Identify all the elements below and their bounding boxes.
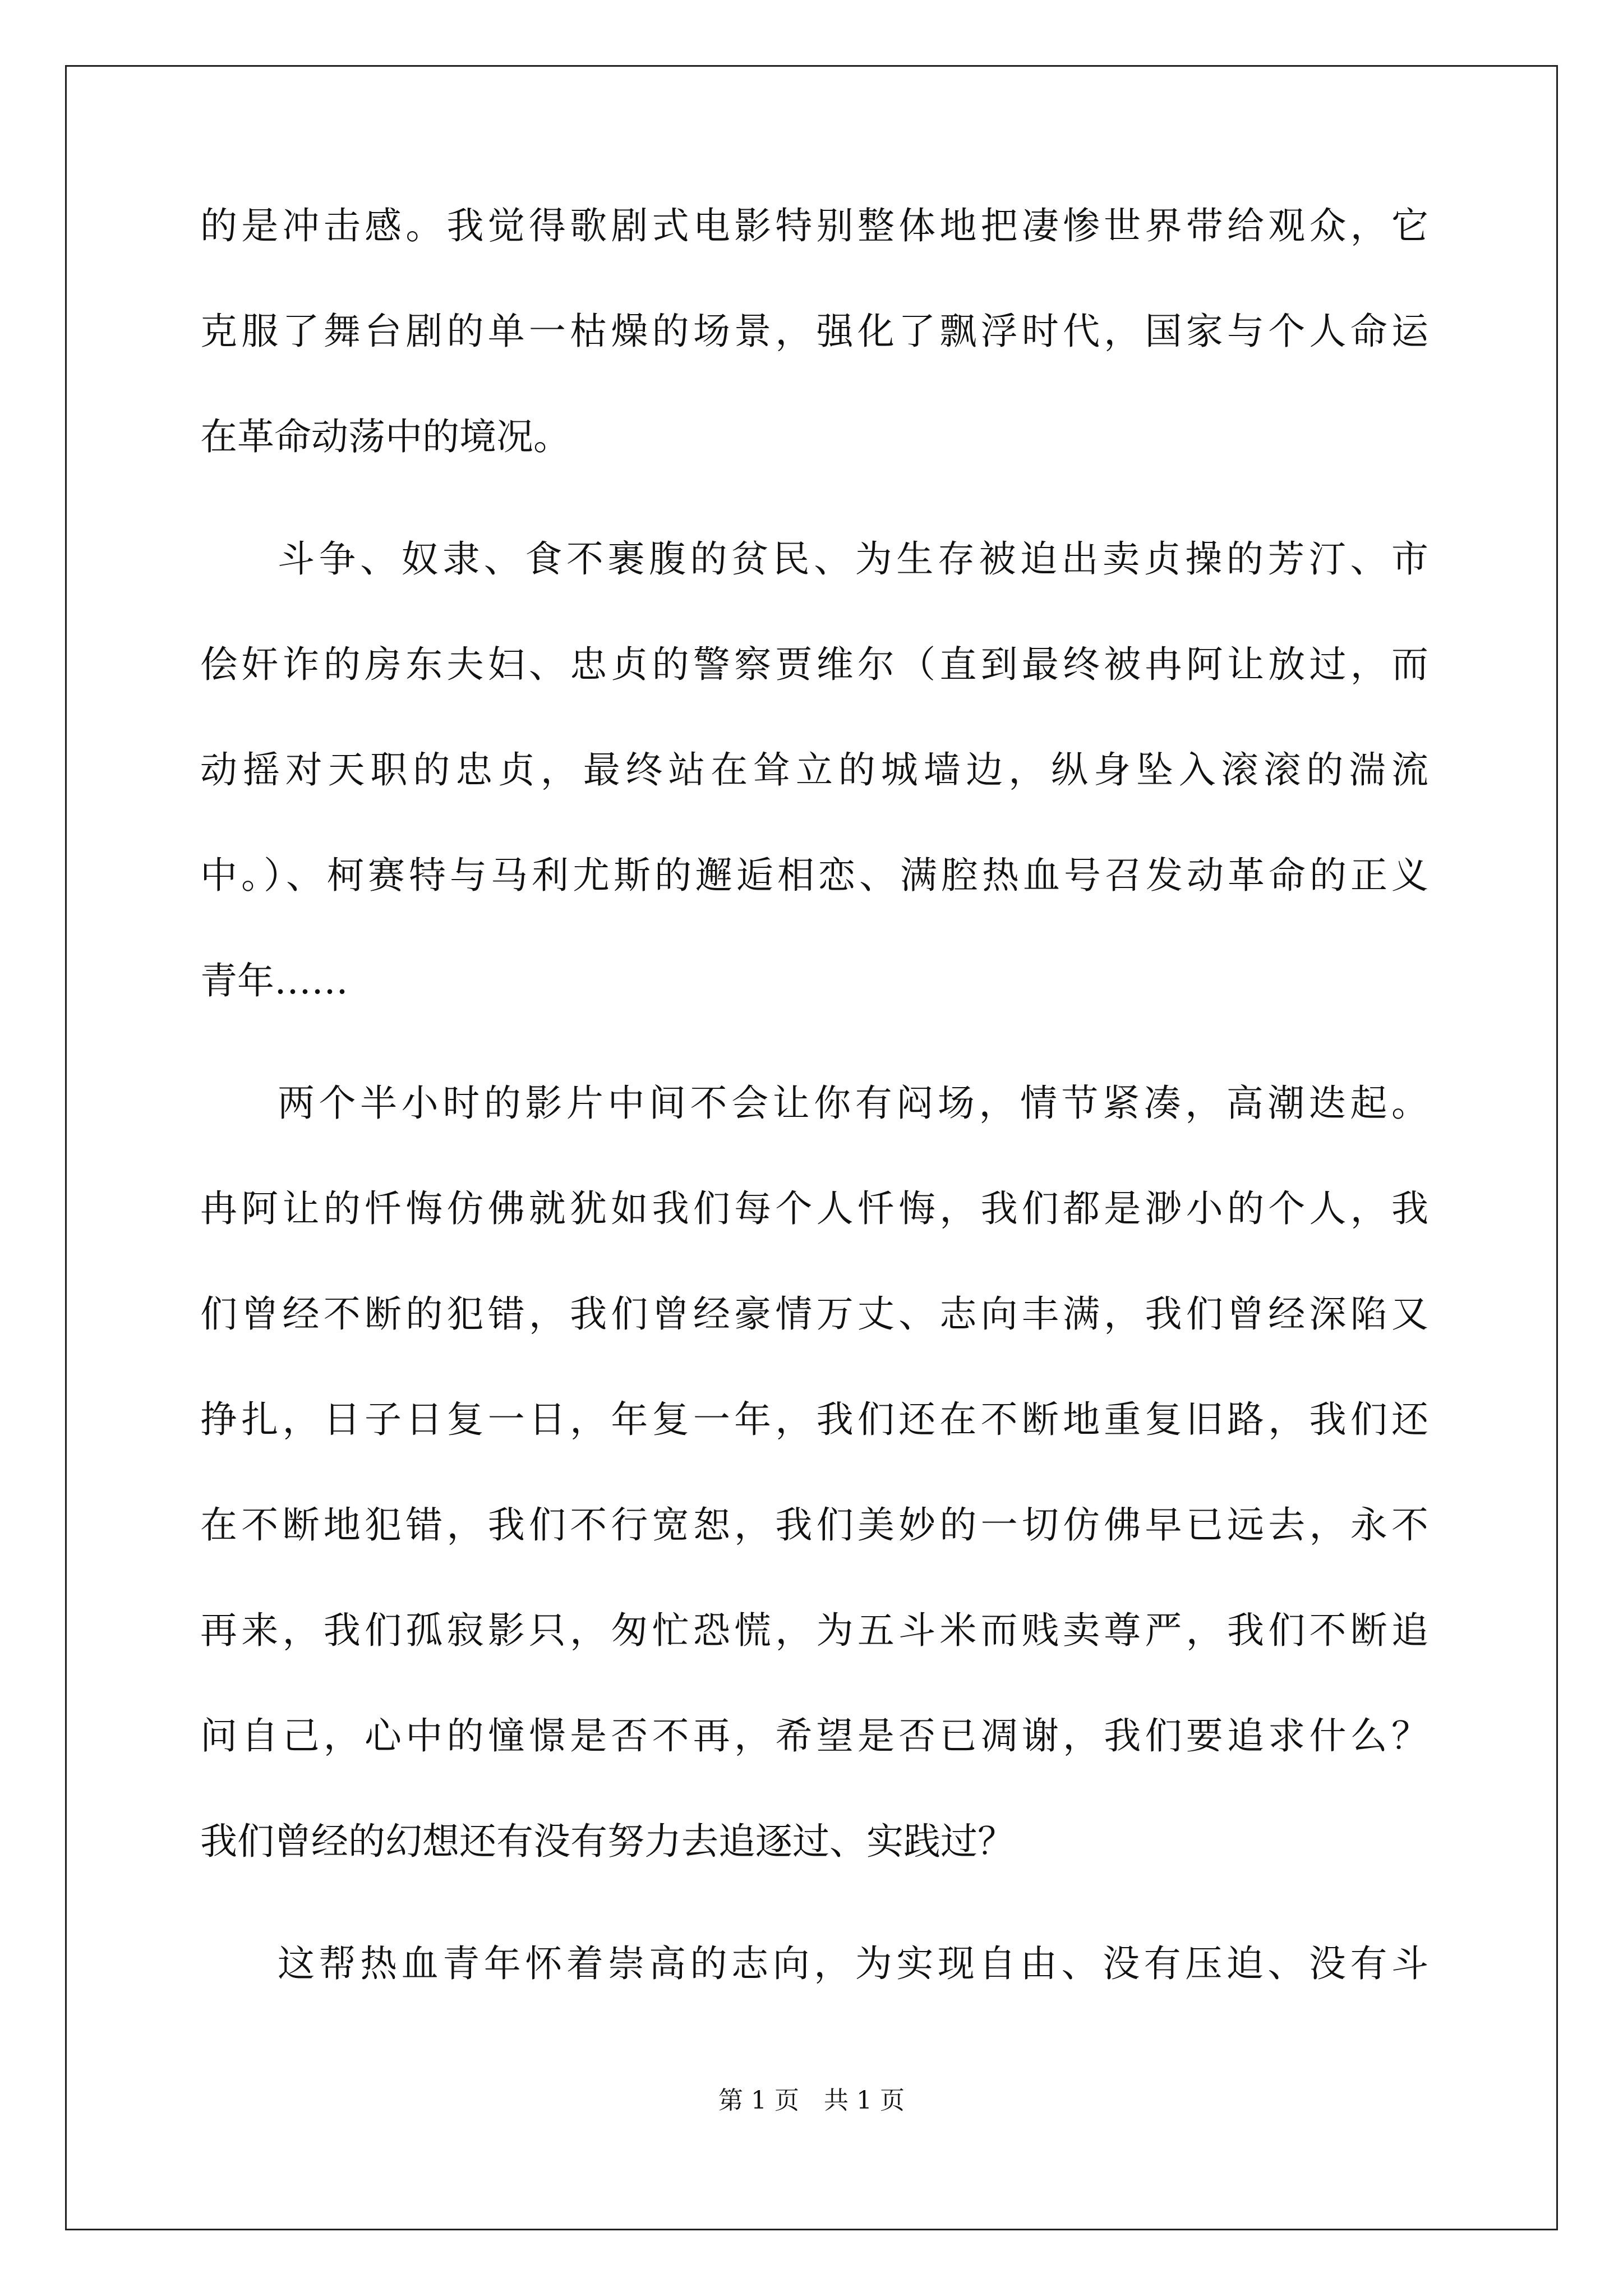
text-line: 我们曾经的幻想还有没有努力去追逐过、实践过？	[200, 1820, 1015, 1863]
text-line: 在不断地犯错，我们不行宽恕，我们美妙的一切仿佛早已远去，永不	[200, 1503, 1428, 1547]
text-line: 动摇对天职的忠贞，最终站在耸立的城墙边，纵身坠入滚滚的湍流	[200, 748, 1428, 792]
page-border	[65, 65, 1558, 2230]
text-line: 中。）、柯赛特与马利尤斯的邂逅相恋、满腔热血号召发动革命的正义	[200, 854, 1428, 897]
text-line: 的是冲击感。我觉得歌剧式电影特别整体地把凄惨世界带给观众，它	[200, 204, 1428, 247]
text-line: 冉阿让的忏悔仿佛就犹如我们每个人忏悔，我们都是渺小的个人，我	[200, 1187, 1428, 1230]
text-line: 斗争、奴隶、食不裹腹的贫民、为生存被迫出卖贞操的芳汀、市	[278, 537, 1428, 581]
text-line: 挣扎，日子日复一日，年复一年，我们还在不断地重复旧路，我们还	[200, 1398, 1428, 1441]
text-line: 在革命动荡中的境况。	[200, 415, 570, 458]
text-line: 这帮热血青年怀着崇高的志向，为实现自由、没有压迫、没有斗	[278, 1942, 1428, 1985]
text-line: 问自己，心中的憧憬是否不再，希望是否已凋谢，我们要追求什么？	[200, 1714, 1428, 1757]
text-line: 侩奸诈的房东夫妇、忠贞的警察贾维尔（直到最终被冉阿让放过，而	[200, 643, 1428, 686]
text-line: 们曾经不断的犯错，我们曾经豪情万丈、志向丰满，我们曾经深陷又	[200, 1292, 1428, 1336]
text-line: 再来，我们孤寂影只，匆忙恐慌，为五斗米而贱卖尊严，我们不断追	[200, 1609, 1428, 1652]
page-number-footer: 第 1 页 共 1 页	[718, 2086, 905, 2115]
text-line: 青年……	[200, 959, 348, 1002]
text-line: 克服了舞台剧的单一枯燥的场景，强化了飘浮时代，国家与个人命运	[200, 310, 1428, 353]
text-line: 两个半小时的影片中间不会让你有闷场，情节紧凑，高潮迭起。	[278, 1082, 1428, 1125]
